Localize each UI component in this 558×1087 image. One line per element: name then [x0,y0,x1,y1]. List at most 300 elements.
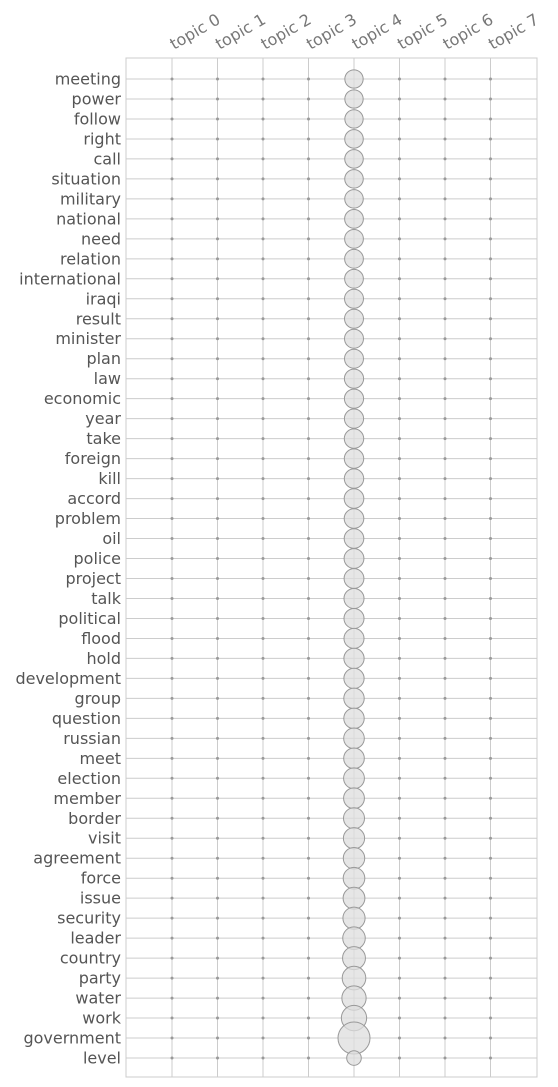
zero-point [489,877,492,880]
zero-point [171,857,174,860]
word-label: issue [79,888,121,908]
zero-point [398,1057,401,1060]
zero-point [307,317,310,320]
zero-point [262,177,265,180]
zero-point [216,397,219,400]
zero-point [444,337,447,340]
zero-point [489,637,492,640]
topic-label: topic 3 [303,9,360,54]
zero-point [398,477,401,480]
zero-point [171,517,174,520]
zero-point [489,677,492,680]
word-label: political [58,608,121,628]
zero-point [216,497,219,500]
bubble-point [345,249,364,268]
zero-point [171,497,174,500]
zero-point [262,577,265,580]
bubble-point [344,628,364,648]
plot-frame [126,58,537,1077]
word-label: year [85,409,121,429]
zero-point [216,677,219,680]
zero-point [444,637,447,640]
zero-point [444,857,447,860]
zero-point [307,1017,310,1020]
bubble-point [344,648,364,668]
zero-point [307,277,310,280]
zero-point [216,277,219,280]
bubble-point [344,728,365,749]
zero-point [489,257,492,260]
zero-point [216,297,219,300]
word-label: talk [91,588,121,608]
word-label: follow [73,109,121,129]
zero-point [171,897,174,900]
word-label: result [75,309,121,329]
zero-point [171,757,174,760]
zero-point [216,457,219,460]
zero-point [307,637,310,640]
zero-point [262,257,265,260]
zero-point [489,277,492,280]
zero-point [262,97,265,100]
zero-point [171,117,174,120]
zero-point [489,517,492,520]
zero-point [216,357,219,360]
topic-tick-labels [167,10,542,54]
bubble-point [343,808,364,829]
zero-point [307,797,310,800]
zero-point [489,917,492,920]
zero-point [398,757,401,760]
zero-point [171,97,174,100]
zero-point [307,757,310,760]
zero-point [307,1037,310,1040]
zero-point [398,197,401,200]
zero-point [489,137,492,140]
word-label: hold [86,648,121,668]
zero-point [307,337,310,340]
bubble-point [344,708,364,728]
zero-point [307,97,310,100]
bubble-point [344,529,364,549]
word-label: water [75,988,121,1008]
zero-point [216,857,219,860]
zero-point [262,157,265,160]
zero-point [307,557,310,560]
zero-point [444,297,447,300]
zero-point [216,557,219,560]
zero-point [216,317,219,320]
zero-point [262,377,265,380]
word-label: election [57,768,121,788]
bubble-point [345,289,364,308]
zero-point [216,897,219,900]
zero-point [171,717,174,720]
topic-label: topic 4 [348,9,406,54]
zero-point [398,217,401,220]
bubble-point [343,867,365,889]
zero-point [398,237,401,240]
zero-point [444,797,447,800]
zero-point [444,257,447,260]
zero-point [216,97,219,100]
word-label: foreign [64,449,121,469]
zero-point [444,557,447,560]
bubble-point [345,170,364,189]
zero-point [262,657,265,660]
zero-point [489,757,492,760]
zero-point [216,957,219,960]
zero-point [171,317,174,320]
zero-point [171,397,174,400]
zero-point [444,777,447,780]
word-label: security [57,908,121,928]
zero-point [171,697,174,700]
zero-point [171,1017,174,1020]
zero-point [489,597,492,600]
zero-point [398,637,401,640]
bubble-point [345,269,364,288]
zero-point [171,997,174,1000]
zero-point [398,777,401,780]
zero-point [489,297,492,300]
zero-point [307,677,310,680]
zero-point [398,457,401,460]
bubble-point [344,549,364,569]
zero-point [216,517,219,520]
zero-point [398,557,401,560]
zero-point [489,97,492,100]
zero-point [262,337,265,340]
zero-point [216,617,219,620]
word-label: leader [70,928,121,948]
zero-point [262,297,265,300]
zero-point [444,1017,447,1020]
bubble-point [344,429,363,448]
zero-point [216,997,219,1000]
zero-point [489,417,492,420]
zero-point [307,197,310,200]
bubble-point [344,668,364,688]
zero-point [489,1017,492,1020]
zero-point [216,1057,219,1060]
zero-point [171,777,174,780]
zero-point [216,577,219,580]
word-label: need [81,229,121,249]
zero-point [398,377,401,380]
word-label: military [59,189,121,209]
zero-point [262,837,265,840]
topic-label: topic 7 [485,9,542,54]
zero-point [262,237,265,240]
zero-point [262,78,265,81]
zero-point [489,357,492,360]
zero-point [216,217,219,220]
bubble-point [338,1022,370,1054]
word-label: international [19,269,121,289]
zero-point [171,78,174,81]
zero-point [216,597,219,600]
zero-point [489,717,492,720]
zero-point [444,497,447,500]
zero-point [398,877,401,880]
word-label: call [93,149,121,169]
word-label: economic [43,389,121,409]
zero-point [307,537,310,540]
zero-point [171,357,174,360]
bubble-point [347,1051,362,1066]
zero-point [171,197,174,200]
zero-point [216,817,219,820]
zero-point [171,797,174,800]
zero-point [262,957,265,960]
zero-point [171,957,174,960]
zero-point [216,937,219,940]
zero-point [489,557,492,560]
zero-point [307,257,310,260]
zero-point [444,1037,447,1040]
word-label: visit [88,828,121,848]
zero-point [444,377,447,380]
zero-point [216,757,219,760]
zero-point [398,517,401,520]
word-label: situation [51,169,121,189]
bubble-point [344,588,364,608]
bubble-point [343,828,364,849]
zero-point [262,117,265,120]
zero-point [398,497,401,500]
zero-point [216,157,219,160]
zero-point [444,817,447,820]
bubble-point [344,449,363,468]
zero-point [398,737,401,740]
zero-point [444,877,447,880]
zero-point [216,657,219,660]
zero-point [398,1037,401,1040]
zero-point [444,78,447,81]
zero-point [171,457,174,460]
word-tick-labels [15,70,121,1068]
zero-point [307,177,310,180]
zero-point [444,157,447,160]
zero-point [262,797,265,800]
zero-point [171,1037,174,1040]
zero-point [398,157,401,160]
word-label: iraqi [85,289,121,309]
zero-point [489,1057,492,1060]
zero-point [489,1037,492,1040]
zero-point [262,1057,265,1060]
zero-point [307,137,310,140]
zero-point [171,577,174,580]
zero-point [262,917,265,920]
word-label: question [51,708,121,728]
zero-point [171,297,174,300]
bubble-point [343,927,366,950]
bubble-point [345,70,363,88]
word-label: oil [102,529,121,549]
zero-point [444,397,447,400]
word-label: government [23,1028,121,1048]
bubble-point [344,469,363,488]
zero-point [398,297,401,300]
zero-point [262,1037,265,1040]
zero-point [171,937,174,940]
zero-point [216,837,219,840]
zero-point [262,737,265,740]
word-label: accord [67,489,121,509]
zero-point [444,657,447,660]
bubble-point [344,688,364,708]
zero-point [444,717,447,720]
word-label: right [83,129,121,149]
zero-point [444,177,447,180]
zero-point [444,457,447,460]
zero-point [489,817,492,820]
zero-point [307,237,310,240]
zero-point [216,777,219,780]
zero-point [398,1017,401,1020]
zero-point [444,437,447,440]
zero-point [489,957,492,960]
word-label: level [82,1048,121,1068]
zero-point [489,977,492,980]
zero-point [489,777,492,780]
zero-point [398,817,401,820]
zero-point [262,437,265,440]
zero-point [444,917,447,920]
zero-point [398,997,401,1000]
zero-point [398,797,401,800]
zero-point [489,317,492,320]
word-label: group [74,688,121,708]
zero-point [262,877,265,880]
zero-point [489,437,492,440]
zero-point [444,317,447,320]
zero-point [262,857,265,860]
word-label: minister [55,329,121,349]
zero-point [489,337,492,340]
zero-point [489,737,492,740]
zero-point [489,937,492,940]
zero-point [489,157,492,160]
zero-point [398,257,401,260]
word-label: country [59,948,121,968]
zero-point [489,617,492,620]
zero-point [216,977,219,980]
zero-point [171,277,174,280]
bubble-point [343,848,364,869]
zero-point [307,297,310,300]
word-label: work [82,1008,121,1028]
bubble-point [344,389,363,408]
zero-point [444,97,447,100]
bubble-point [344,509,364,529]
zero-point [398,78,401,81]
zero-point [307,78,310,81]
zero-point [489,377,492,380]
zero-point [398,897,401,900]
word-label: russian [63,728,121,748]
zero-point [398,837,401,840]
zero-point [171,1057,174,1060]
zero-point [216,1037,219,1040]
zero-point [307,597,310,600]
bubble-point [343,887,365,909]
zero-point [489,657,492,660]
zero-point [216,237,219,240]
zero-point [216,437,219,440]
bubble-point [344,768,365,789]
zero-point [171,157,174,160]
zero-point [489,797,492,800]
word-label: meeting [54,69,121,89]
zero-point [307,157,310,160]
zero-point [444,837,447,840]
zero-point [398,317,401,320]
zero-point [444,237,447,240]
bubble-point [344,608,364,628]
zero-point [262,997,265,1000]
zero-point [307,717,310,720]
word-label: problem [54,509,121,529]
zero-point [398,97,401,100]
bubble-point [345,229,364,248]
zero-point [307,417,310,420]
word-label: agreement [33,848,121,868]
zero-point [307,617,310,620]
topic-label: topic 0 [166,9,224,54]
zero-point [444,477,447,480]
zero-point [262,137,265,140]
zero-point [398,917,401,920]
topic-label: topic 1 [212,9,269,54]
zero-point [444,1057,447,1060]
zero-point [489,537,492,540]
zero-point [444,357,447,360]
word-label: national [56,209,121,229]
zero-point [262,277,265,280]
zero-point [307,957,310,960]
zero-point [216,137,219,140]
zero-point [216,717,219,720]
zero-point [262,677,265,680]
zero-point [307,697,310,700]
zero-point [398,117,401,120]
bubble-point [344,409,363,428]
zero-point [307,477,310,480]
zero-point [171,637,174,640]
zero-point [216,78,219,81]
bubble-point [345,309,364,328]
plot-border [126,58,537,1077]
topic-label: topic 6 [439,9,497,54]
zero-point [489,197,492,200]
zero-point [171,737,174,740]
zero-point [171,917,174,920]
zero-point [171,417,174,420]
bubble-point [345,110,363,128]
zero-point [444,617,447,620]
zero-point [216,257,219,260]
zero-point [398,697,401,700]
zero-point [489,577,492,580]
zero-point [444,577,447,580]
zero-point [262,597,265,600]
zero-point [216,797,219,800]
zero-point [262,637,265,640]
word-label: party [78,968,121,988]
